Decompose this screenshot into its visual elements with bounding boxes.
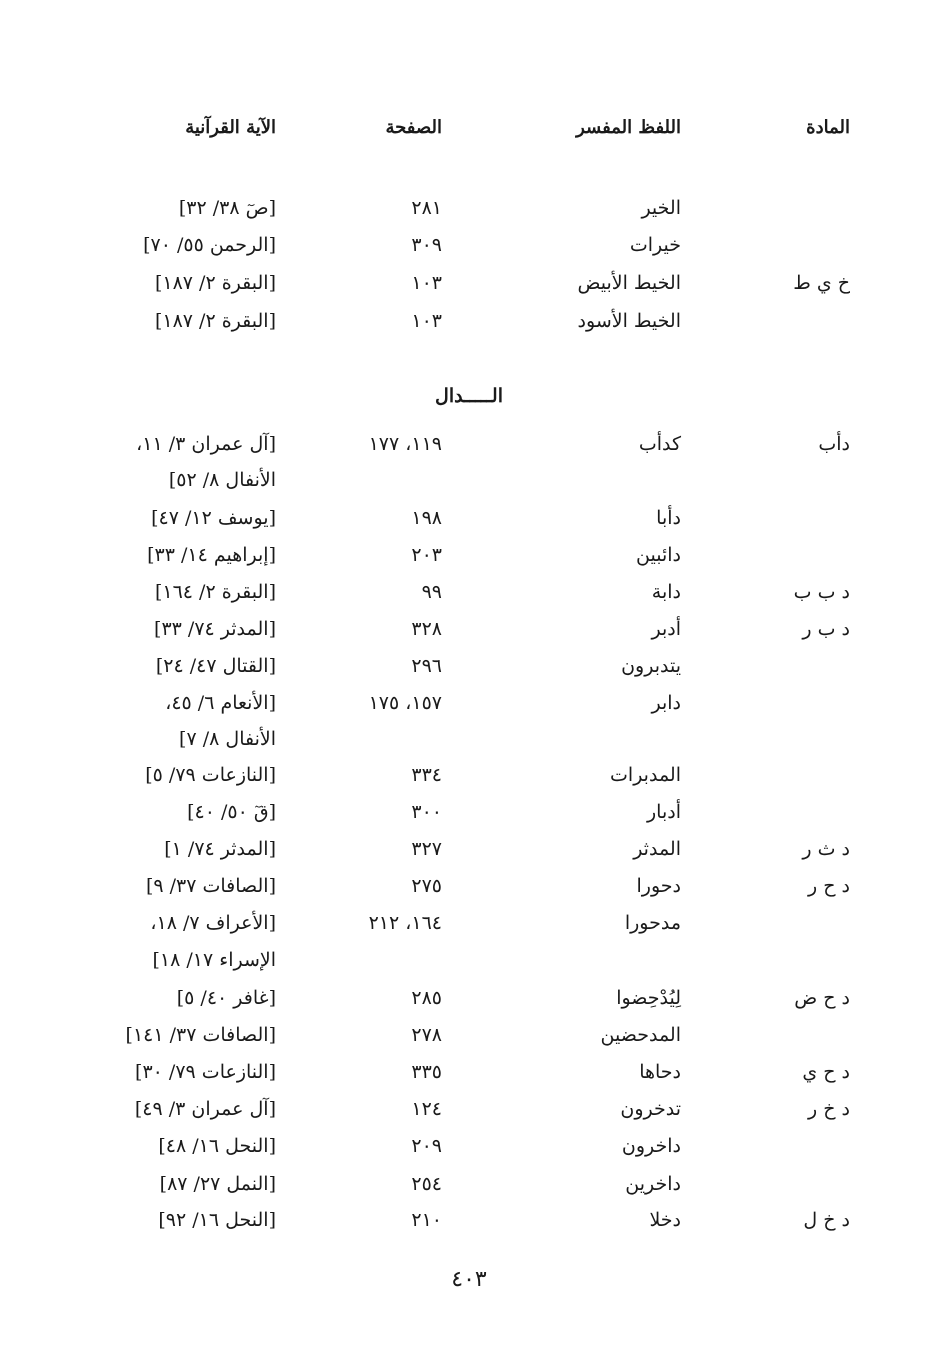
ayah-cell: [النازعات ٧٩/ ٥] xyxy=(145,764,276,786)
ayah-cell: [الصافات ٣٧/ ١٤١] xyxy=(125,1024,276,1046)
table-row xyxy=(0,760,938,790)
root-cell: د ح ض xyxy=(794,987,850,1009)
root-cell: خ ي ط xyxy=(793,272,850,294)
page-cell: ١٠٣ xyxy=(411,272,442,294)
word-cell: تدخرون xyxy=(620,1098,681,1120)
table-row xyxy=(0,268,938,298)
word-cell: أدبر xyxy=(651,618,681,640)
page-cell: ١٩٨ xyxy=(411,507,442,529)
word-cell: خيرات xyxy=(629,234,681,256)
word-cell: المدثر xyxy=(633,838,681,860)
root-cell: د ب ب xyxy=(793,581,850,603)
page-cell: ١٠٣ xyxy=(411,310,442,332)
page-cell: ٢٨٥ xyxy=(411,987,442,1009)
ayah-cell: [البقرة ٢/ ١٨٧] xyxy=(154,272,276,294)
word-cell: أدبار xyxy=(647,801,681,823)
page-cell: ٣٣٥ xyxy=(411,1061,442,1083)
root-cell: د ح ر xyxy=(808,875,850,897)
table-row xyxy=(0,724,938,754)
section-title-text: الـــــدال xyxy=(435,385,503,407)
ayah-cell: [القتال ٤٧/ ٢٤] xyxy=(155,655,276,677)
table-row xyxy=(0,1057,938,1087)
word-cell: الخيط الأسود xyxy=(577,310,681,332)
ayah-cell: [إبراهيم ١٤/ ٣٣] xyxy=(147,544,276,566)
table-row xyxy=(0,1205,938,1235)
word-cell: الخير xyxy=(641,197,681,219)
word-cell: دابر xyxy=(651,692,681,714)
table-row xyxy=(0,983,938,1013)
ayah-cell: الأنفال ٨/ ٧] xyxy=(179,728,276,750)
table-row xyxy=(0,429,938,459)
table-row xyxy=(0,193,938,223)
table-row xyxy=(0,908,938,938)
word-cell: دحاها xyxy=(639,1061,681,1083)
table-row xyxy=(0,688,938,718)
page-cell: ٣٣٤ xyxy=(411,764,442,786)
page-number: ٤٠٣ xyxy=(451,1267,487,1292)
word-cell: دائبين xyxy=(636,544,681,566)
table-row xyxy=(0,614,938,644)
table-row xyxy=(0,577,938,607)
word-cell: المدحضين xyxy=(600,1024,681,1046)
root-cell: د ث ر xyxy=(802,838,850,860)
ayah-cell: [صٓ ٣٨/ ٣٢] xyxy=(178,197,276,219)
word-cell: مدحورا xyxy=(624,912,681,934)
page-cell: ٢٠٩ xyxy=(411,1135,442,1157)
page-cell: ٢٨١ xyxy=(411,197,442,219)
table-row xyxy=(0,230,938,260)
ayah-cell: [النازعات ٧٩/ ٣٠] xyxy=(135,1061,276,1083)
table-row xyxy=(0,1131,938,1161)
word-cell: دأبا xyxy=(656,507,681,529)
page-cell: ٩٩ xyxy=(421,581,442,603)
ayah-cell: [يوسف ١٢/ ٤٧] xyxy=(151,507,276,529)
table-row xyxy=(0,834,938,864)
ayah-cell: [الأعراف ٧/ ١٨، xyxy=(150,912,276,934)
page-cell: ١١٩، ١٧٧ xyxy=(368,433,442,455)
header-ayah: الآية القرآنية xyxy=(185,117,276,138)
word-cell: المدبرات xyxy=(610,764,681,786)
page-cell: ١٥٧، ١٧٥ xyxy=(368,692,442,714)
ayah-cell: الأنفال ٨/ ٥٢] xyxy=(168,469,276,491)
ayah-cell: [المدثر ٧٤/ ٣٣] xyxy=(154,618,276,640)
page-cell: ١٢٤ xyxy=(411,1098,442,1120)
ayah-cell: [آل عمران ٣/ ٤٩] xyxy=(134,1098,276,1120)
page-cell: ٢٧٥ xyxy=(411,875,442,897)
root-cell: دأب xyxy=(818,433,850,455)
page-cell: ٢٠٣ xyxy=(411,544,442,566)
word-cell: دخلا xyxy=(649,1209,681,1231)
ayah-cell: [البقرة ٢/ ١٦٤] xyxy=(154,581,276,603)
ayah-cell: الإسراء ١٧/ ١٨] xyxy=(152,949,276,971)
ayah-cell: [النحل ١٦/ ٤٨] xyxy=(158,1135,276,1157)
root-cell: د ح ي xyxy=(802,1061,850,1083)
ayah-cell: [آل عمران ٣/ ١١، xyxy=(136,433,276,455)
page-cell: ٢١٠ xyxy=(411,1209,442,1231)
table-row xyxy=(0,1020,938,1050)
header-page: الصفحة xyxy=(385,117,442,138)
ayah-cell: [الصافات ٣٧/ ٩] xyxy=(145,875,276,897)
page-cell: ٣٢٨ xyxy=(411,618,442,640)
word-cell: داخرين xyxy=(625,1173,681,1195)
root-cell: د خ ل xyxy=(803,1209,850,1231)
word-cell: الخيط الأبيض xyxy=(577,272,681,294)
word-cell: يتدبرون xyxy=(621,655,681,677)
root-cell: د ب ر xyxy=(802,618,850,640)
word-cell: داخرون xyxy=(621,1135,681,1157)
page-cell: ٢٥٤ xyxy=(411,1173,442,1195)
ayah-cell: [غافر ٤٠/ ٥] xyxy=(176,987,276,1009)
table-row xyxy=(0,1169,938,1199)
word-cell: لِيُدْحِضوا xyxy=(616,987,681,1009)
table-row xyxy=(0,306,938,336)
table-row xyxy=(0,465,938,495)
word-cell: دابة xyxy=(651,581,681,603)
ayah-cell: [النمل ٢٧/ ٨٧] xyxy=(159,1173,276,1195)
word-cell: كدأب xyxy=(638,433,681,455)
page-cell: ١٦٤، ٢١٢ xyxy=(368,912,442,934)
table-row xyxy=(0,540,938,570)
table-row xyxy=(0,871,938,901)
table-row xyxy=(0,945,938,975)
ayah-cell: [المدثر ٧٤/ ١] xyxy=(164,838,276,860)
page-cell: ٣٢٧ xyxy=(411,838,442,860)
table-row xyxy=(0,651,938,681)
page-cell: ٣٠٠ xyxy=(411,801,442,823)
ayah-cell: [الرحمن ٥٥/ ٧٠] xyxy=(143,234,276,256)
root-cell: د خ ر xyxy=(808,1098,850,1120)
table-row xyxy=(0,503,938,533)
page-cell: ٢٩٦ xyxy=(411,655,442,677)
table-row xyxy=(0,797,938,827)
header-root: المادة xyxy=(806,117,850,138)
ayah-cell: [البقرة ٢/ ١٨٧] xyxy=(154,310,276,332)
header-word: اللفظ المفسر xyxy=(576,117,681,138)
ayah-cell: [الأنعام ٦/ ٤٥، xyxy=(165,692,276,714)
ayah-cell: [قٓ ٥٠/ ٤٠] xyxy=(187,801,276,823)
table-row xyxy=(0,1094,938,1124)
section-title xyxy=(0,381,938,411)
word-cell: دحورا xyxy=(636,875,681,897)
table-header xyxy=(0,113,938,143)
page-cell: ٢٧٨ xyxy=(411,1024,442,1046)
ayah-cell: [النحل ١٦/ ٩٢] xyxy=(158,1209,276,1231)
page-cell: ٣٠٩ xyxy=(411,234,442,256)
